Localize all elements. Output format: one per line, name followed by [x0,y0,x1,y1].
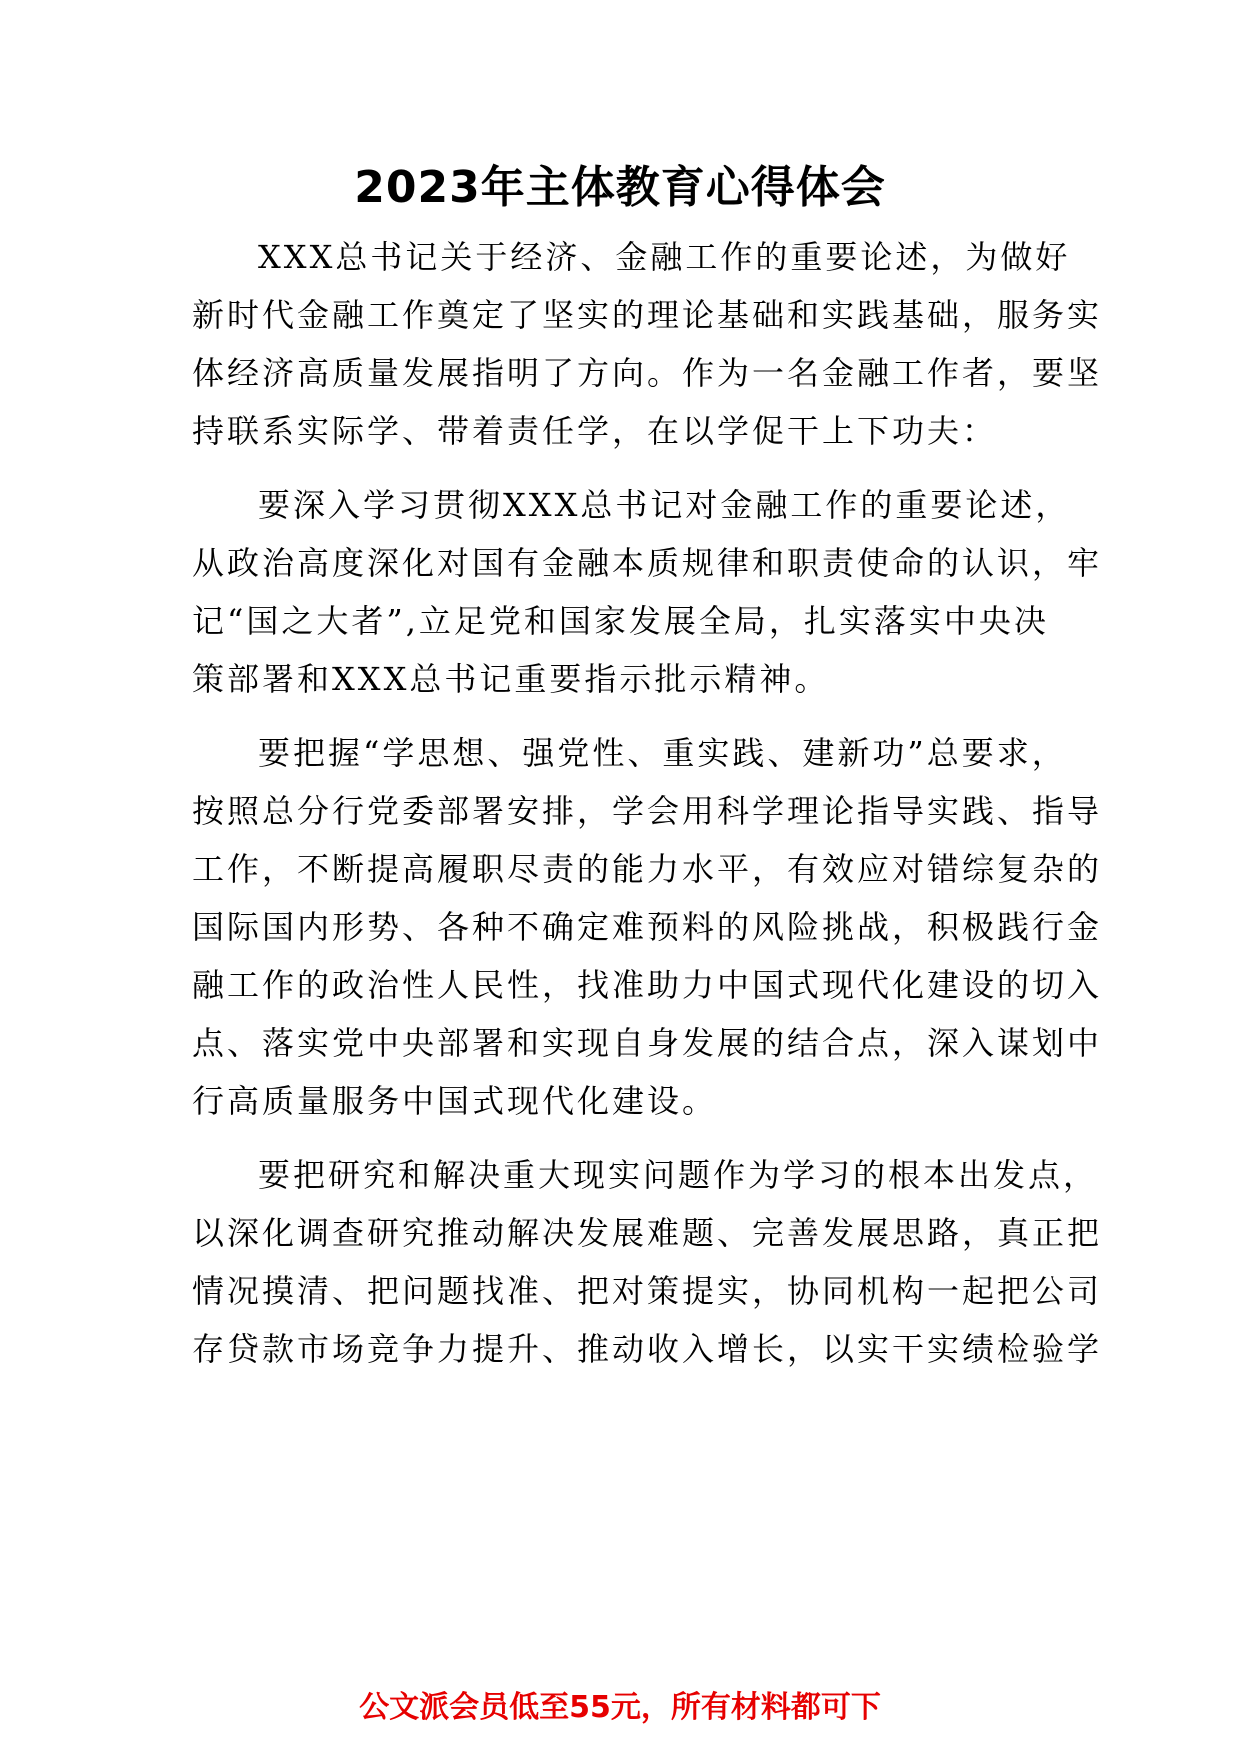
paragraph-line: 记“国之大者”,立足党和国家发展全局，扎实落实中央决 [192,602,1049,640]
membership-notice: 公文派会员低至55元，所有材料都可下 [359,1690,881,1725]
paragraph-line: 行高质量服务中国式现代化建设。 [192,1082,718,1120]
paragraph-line: 工作，不断提高履职尽责的能力水平，有效应对错综复杂的 [192,850,1103,888]
paragraph-2 [192,476,1103,710]
paragraph-1 [192,228,1103,462]
paragraph-3 [192,724,1103,1132]
paragraph-line: 以深化调查研究推动解决发展难题、完善发展思路，真正把 [192,1214,1103,1252]
paragraph-line: 情况摸清、把问题找准、把对策提实，协同机构一起把公司 [192,1272,1103,1310]
paragraph-line: 策部署和XXX总书记重要指示批示精神。 [192,660,830,698]
document-body [192,228,1103,1378]
paragraph-line: 持联系实际学、带着责任学，在以学促干上下功夫： [192,412,998,450]
paragraph-line: 国际国内形势、各种不确定难预料的风险挑战，积极践行金 [192,908,1103,946]
paragraph-line: 新时代金融工作奠定了坚实的理论基础和实践基础，服务实 [192,296,1103,334]
paragraph-line: 点、落实党中央部署和实现自身发展的结合点，深入谋划中 [192,1024,1103,1062]
paragraph-line: 要把握“学思想、强党性、重实践、建新功”总要求， [258,734,1067,772]
document-title: 2023年主体教育心得体会 [354,162,886,213]
paragraph-line: 要深入学习贯彻XXX总书记对金融工作的重要论述， [258,486,1071,524]
paragraph-4 [192,1146,1103,1378]
paragraph-line: XXX总书记关于经济、金融工作的重要论述，为做好 [258,238,1071,276]
paragraph-line: 要把研究和解决重大现实问题作为学习的根本出发点， [258,1156,1099,1194]
paragraph-line: 存贷款市场竞争力提升、推动收入增长，以实干实绩检验学 [192,1330,1103,1368]
paragraph-line: 按照总分行党委部署安排，学会用科学理论指导实践、指导 [192,792,1103,830]
paragraph-line: 体经济高质量发展指明了方向。作为一名金融工作者，要坚 [192,354,1103,392]
paragraph-line: 从政治高度深化对国有金融本质规律和职责使命的认识，牢 [192,544,1103,582]
paragraph-line: 融工作的政治性人民性，找准助力中国式现代化建设的切入 [192,966,1103,1004]
